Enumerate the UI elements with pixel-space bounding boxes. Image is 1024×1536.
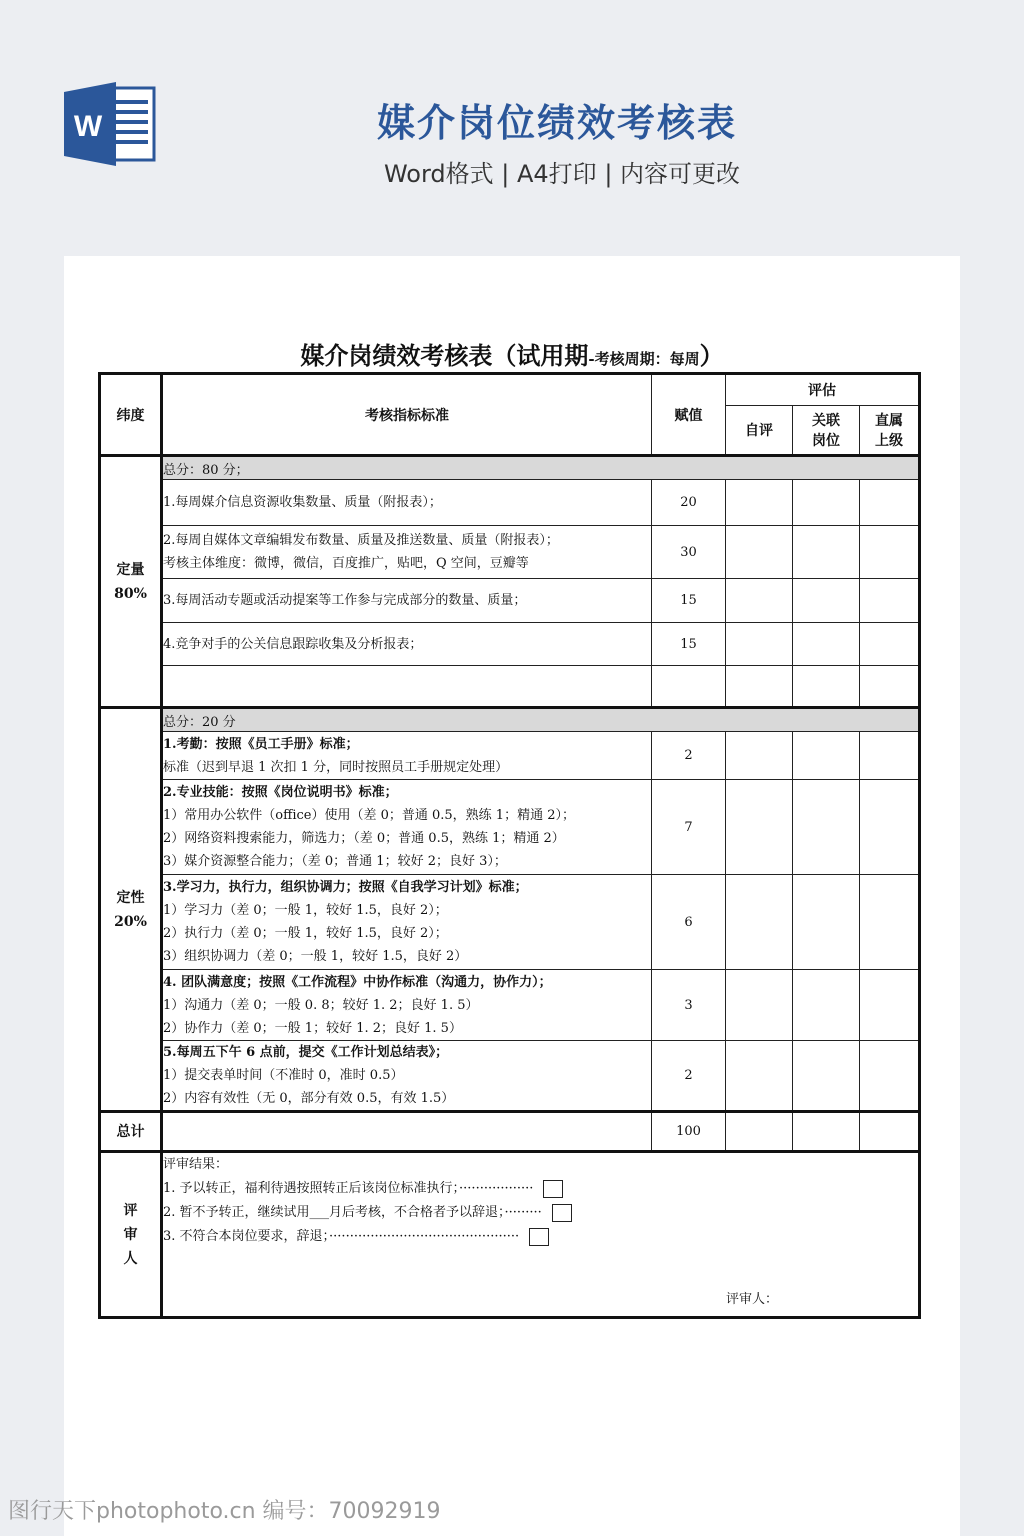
score-cell[interactable] xyxy=(860,480,920,526)
score-cell[interactable] xyxy=(726,970,793,1041)
score-cell[interactable] xyxy=(793,970,860,1041)
page-subtitle: Word格式 | A4打印 | 内容可更改 xyxy=(383,160,741,188)
score-cell[interactable] xyxy=(860,526,920,579)
score-cell[interactable] xyxy=(793,732,860,780)
score-cell[interactable] xyxy=(860,875,920,970)
review-result xyxy=(162,1152,920,1318)
table-row: 3.每周活动专题或活动提案等工作参与完成部分的数量、质量； 15 xyxy=(100,579,920,623)
dimension-qualitative: 定性 20% xyxy=(100,708,162,1112)
score-cell[interactable] xyxy=(860,579,920,623)
score-cell[interactable] xyxy=(726,526,793,579)
document-title-close: ） xyxy=(699,341,724,370)
table-row: 5.每周五下午 6 点前，提交《工作计划总结表》； 1）提交表单时间（不准时 0，准时 0.5） 2）内容有效性（无 0，部分有效 0.5，有效 1.5） 2 xyxy=(100,1041,920,1112)
checkbox-extend[interactable] xyxy=(552,1204,572,1222)
document-title-period: -考核周期：每周 xyxy=(588,350,700,368)
checkbox-approve[interactable] xyxy=(543,1180,563,1198)
score-cell[interactable] xyxy=(860,780,920,875)
score-cell[interactable] xyxy=(726,480,793,526)
col-criteria: 考核指标标准 xyxy=(162,374,652,456)
score-cell[interactable] xyxy=(860,623,920,666)
score-cell[interactable] xyxy=(860,970,920,1041)
score-cell[interactable] xyxy=(860,732,920,780)
table-row: 4.竞争对手的公关信息跟踪收集及分析报表； 15 xyxy=(100,623,920,666)
qualitative-total: 总分：20 分 xyxy=(162,708,920,732)
col-evaluation: 评估 xyxy=(726,374,920,406)
quantitative-total: 总分：80 分； xyxy=(162,456,920,480)
total-value: 100 xyxy=(652,1112,726,1152)
score-cell[interactable] xyxy=(726,1112,793,1152)
col-dimension: 纬度 xyxy=(100,374,162,456)
score-cell[interactable] xyxy=(726,666,793,708)
review-option-1: 1. 予以转正，福利待遇按照转正后该岗位标准执行；·················· xyxy=(163,1177,918,1201)
score-cell[interactable] xyxy=(726,875,793,970)
review-row xyxy=(100,1152,920,1318)
total-row xyxy=(100,1112,920,1152)
score-cell[interactable] xyxy=(793,579,860,623)
table-row: 2.每周自媒体文章编辑发布数量、质量及推送数量、质量（附报表）； 考核主体维度：微博，微信，百度推广，贴吧，Q 空间，豆瓣等 30 xyxy=(100,526,920,579)
score-cell[interactable] xyxy=(860,666,920,708)
score-cell[interactable] xyxy=(726,780,793,875)
table-row-empty xyxy=(100,666,920,708)
col-weight: 赋值 xyxy=(652,374,726,456)
score-cell[interactable] xyxy=(860,1041,920,1112)
score-cell[interactable] xyxy=(860,1112,920,1152)
reviewer-label: 评 审 人 xyxy=(100,1152,162,1318)
score-cell[interactable] xyxy=(793,623,860,666)
col-related: 关联 岗位 xyxy=(793,406,860,456)
table-row: 1.每周媒介信息资源收集数量、质量（附报表）； 20 xyxy=(100,480,920,526)
checkbox-dismiss[interactable] xyxy=(529,1228,549,1246)
score-cell[interactable] xyxy=(793,780,860,875)
assessment-table xyxy=(98,372,921,1319)
score-cell[interactable] xyxy=(793,526,860,579)
col-superior: 直属 上级 xyxy=(860,406,920,456)
reviewer-signature-label: 评审人： xyxy=(725,1292,778,1307)
col-self: 自评 xyxy=(726,406,793,456)
score-cell[interactable] xyxy=(793,666,860,708)
score-cell[interactable] xyxy=(793,1112,860,1152)
score-cell[interactable] xyxy=(726,732,793,780)
review-result-label: 评审结果： xyxy=(163,1157,229,1172)
dimension-quantitative: 定量 80% xyxy=(100,456,162,708)
score-cell[interactable] xyxy=(793,875,860,970)
table-row: 3.学习力，执行力，组织协调力；按照《自我学习计划》标准； 1）学习力（差 0；一般 1，较好 1.5，良好 2）； 2）执行力（差 0；一般 1，较好 1.5，良好 2）； 3）组织协调力（差 0；一般 1，较好 1.5，良好 2） 6 xyxy=(100,875,920,970)
score-cell[interactable] xyxy=(726,623,793,666)
table-row: 4. 团队满意度；按照《工作流程》中协作标准（沟通力，协作力）； 1）沟通力（差 0；一般 0. 8；较好 1. 2；良好 1. 5） 2）协作力（差 0；一般 1；较好 1. 2；良好 1. 5） 3 xyxy=(100,970,920,1041)
page-title: 媒介岗位绩效考核表 xyxy=(376,101,737,145)
table-row: 2.专业技能：按照《岗位说明书》标准； 1）常用办公软件（office）使用（差 0；普通 0.5，熟练 1；精通 2）； 2）网络资料搜索能力，筛选力；（差 0；普通 0.5，熟练 1；精通 2） 3）媒介资源整合能力；（差 0；普通 1；较好 2；良好 3）； 7 xyxy=(100,780,920,875)
document-title-main: 媒介岗绩效考核表（试用期 xyxy=(300,341,589,370)
score-cell[interactable] xyxy=(726,1041,793,1112)
score-cell[interactable] xyxy=(793,1041,860,1112)
score-cell[interactable] xyxy=(726,579,793,623)
score-cell[interactable] xyxy=(793,480,860,526)
total-label: 总计 xyxy=(100,1112,162,1152)
review-option-3: 3. 不符合本岗位要求，辞退；·············································· xyxy=(163,1225,918,1249)
document-title xyxy=(64,336,960,371)
document-page xyxy=(64,256,960,1536)
word-logo-letter: W xyxy=(73,110,103,143)
table-row: 1.考勤：按照《员工手册》标准； 标准（迟到早退 1 次扣 1 分，同时按照员工手册规定处理） 2 xyxy=(100,732,920,780)
watermark: 图行天下photophoto.cn 编号：70092919 xyxy=(8,1499,441,1524)
review-option-2: 2. 暂不予转正，继续试用___月后考核，不合格者予以辞退；········· xyxy=(163,1201,918,1225)
